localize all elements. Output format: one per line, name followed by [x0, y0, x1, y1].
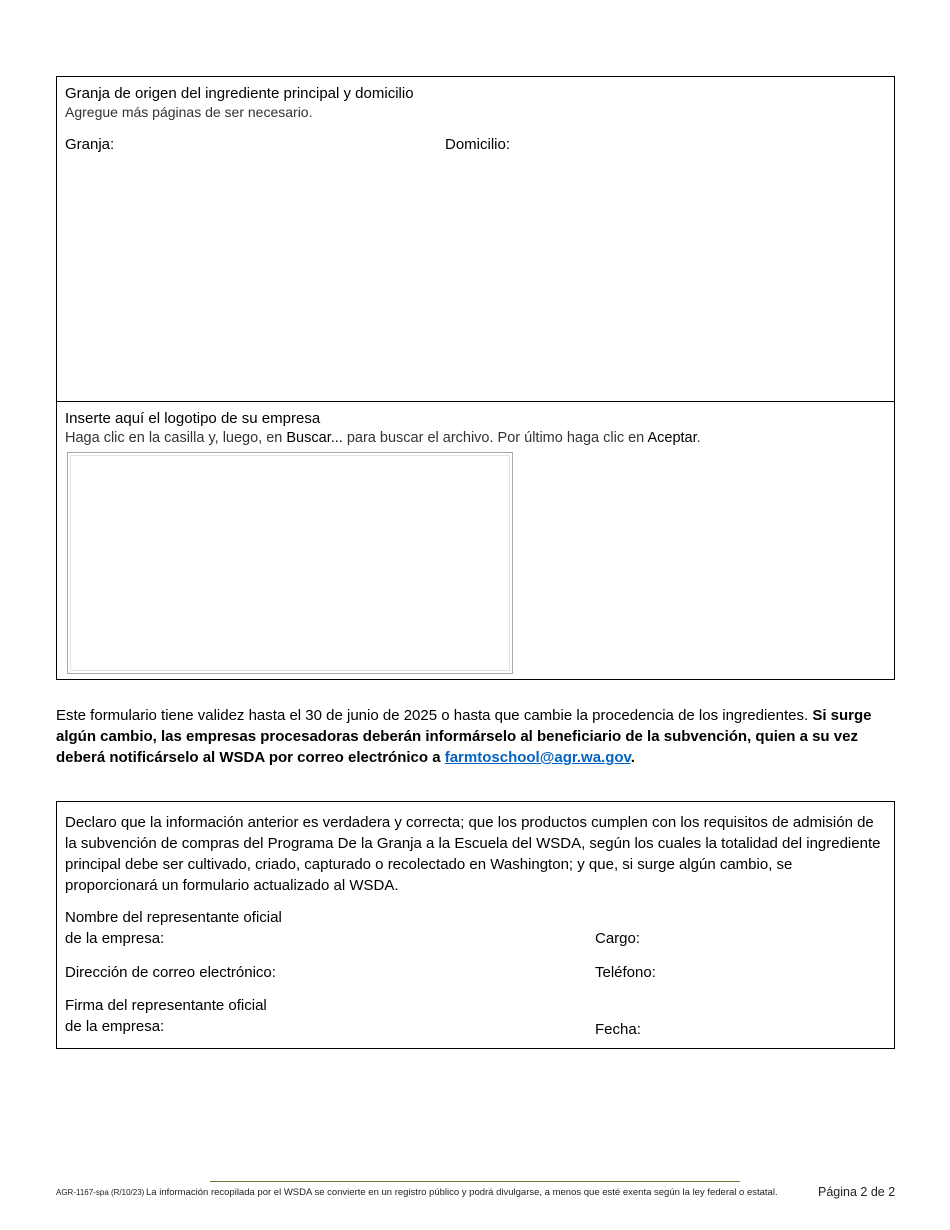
email-link[interactable]: farmtoschool@agr.wa.gov [444, 749, 631, 766]
rep-name-label-line2: de la empresa: [65, 930, 165, 947]
address-input[interactable] [519, 135, 883, 389]
position-label: Cargo: [595, 930, 641, 947]
email-label: Dirección de correo electrónico: [65, 964, 276, 981]
logo-instructions [65, 430, 701, 446]
validity-bold-text: Si surge algún cambio, las empresas procesadoras deberán informárselo al beneficiario de la subvención, quien a su vez deberá notificárselo al WSDA por correo electrónico a [56, 707, 872, 766]
declaration-section [56, 801, 895, 1049]
logo-section [56, 401, 895, 680]
accept-label: Aceptar [647, 430, 697, 446]
logo-section-title: Inserte aquí el logotipo de su empresa [65, 410, 321, 427]
farm-section-subtitle: Agregue más páginas de ser necesario. [65, 104, 313, 120]
validity-notice [56, 705, 896, 768]
browse-label: Buscar... [286, 430, 343, 446]
logo-instruction-text: Haga clic en la casilla y, luego, en [65, 430, 287, 446]
signature-field[interactable] [175, 1016, 575, 1038]
signature-label-line2: de la empresa: [65, 1018, 165, 1035]
email-input[interactable] [293, 962, 582, 984]
phone-label: Teléfono: [595, 964, 656, 981]
logo-image-field[interactable] [67, 452, 513, 674]
farm-section-title: Granja de origen del ingrediente principal y domicilio [65, 85, 414, 102]
page-number: Página 2 de 2 [818, 1185, 896, 1199]
position-input[interactable] [647, 928, 886, 950]
validity-text: Este formulario tiene validez hasta el 30 de junio de 2025 o hasta que cambie la procedencia de los ingredientes. [56, 707, 813, 724]
form-code: AGR-1167-spa (R/10/23) [56, 1188, 145, 1197]
date-label: Fecha: [595, 1021, 641, 1038]
rep-name-label-line1: Nombre del representante oficial [65, 909, 282, 926]
phone-input[interactable] [667, 962, 886, 984]
validity-end: . [630, 749, 635, 766]
rep-name-input[interactable] [175, 928, 579, 950]
signature-label-line1: Firma del representante oficial [65, 997, 267, 1014]
logo-instruction-text-2: para buscar el archivo. Por último haga clic en [342, 430, 648, 446]
logo-image-frame [70, 455, 510, 671]
farm-label: Granja: [65, 136, 115, 153]
logo-instruction-end: . [696, 430, 701, 446]
declaration-text: Declaro que la información anterior es verdadera y correcta; que los productos cumplen con los requisitos de admisión de la subvención de compras del Programa De la Granja a la Escuela del WSDA, según los cuales la totalidad del ingrediente principal debe ser cultivado, criado, capturado o recolectado en Washington; y que, si surge algún cambio, se proporcionará un formulario actualizado al WSDA. [65, 814, 881, 894]
farm-origin-section [56, 76, 895, 402]
farm-input[interactable] [119, 135, 423, 157]
date-input[interactable] [647, 1019, 886, 1041]
footer-divider [210, 1181, 740, 1182]
footer-note: La información recopilada por el WSDA se convierte en un registro público y podrá divulgarse, a menos que esté exenta según la ley federal o estatal. [146, 1187, 778, 1198]
address-label: Domicilio: [445, 136, 511, 153]
